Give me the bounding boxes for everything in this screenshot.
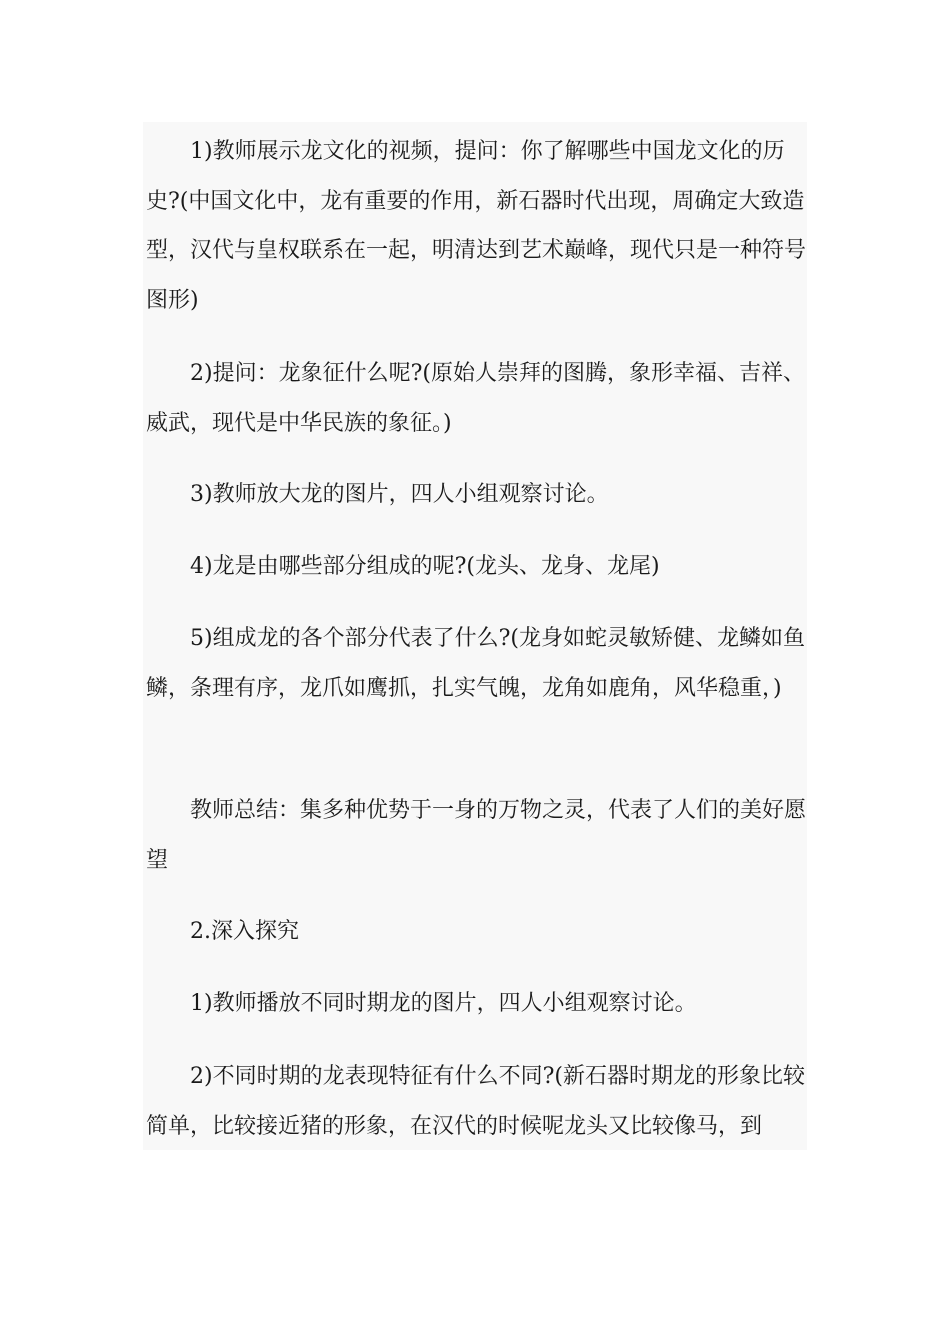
paragraph-parts-meaning: 5)组成龙的各个部分代表了什么?(龙身如蛇灵敏矫健、龙鳞如鱼鳞，条理有序，龙爪如鹰抓，扎实气魄，龙角如鹿角，风华稳重，) — [146, 626, 805, 701]
paragraph-dragon-symbolism: 2)提问：龙象征什么呢?(原始人崇拜的图腾，象形幸福、吉祥、威武，现代是中华民族的象征。) — [146, 361, 805, 436]
paragraph-period-images: 1)教师播放不同时期龙的图片，四人小组观察讨论。 — [190, 991, 697, 1016]
document-content — [143, 122, 807, 1150]
paragraph-dragon-culture-history: 1)教师展示龙文化的视频，提问：你了解哪些中国龙文化的历史?(中国文化中，龙有重要的作用，新石器时代出现，周确定大致造型，汉代与皇权联系在一起，明清达到艺术巅峰，现代只是一种符号图形) — [146, 139, 807, 313]
paragraph-teacher-summary: 教师总结：集多种优势于一身的万物之灵，代表了人们的美好愿望 — [146, 798, 807, 873]
paragraph-group-observation: 3)教师放大龙的图片，四人小组观察讨论。 — [190, 482, 609, 507]
paragraph-period-differences: 2)不同时期的龙表现特征有什么不同?(新石器时期龙的形象比较简单，比较接近猪的形象，在汉代的时候呢龙头又比较像马，到 — [146, 1064, 805, 1139]
paragraph-dragon-parts: 4)龙是由哪些部分组成的呢?(龙头、龙身、龙尾) — [190, 554, 660, 579]
section-heading-deep-inquiry: 2.深入探究 — [190, 919, 299, 944]
